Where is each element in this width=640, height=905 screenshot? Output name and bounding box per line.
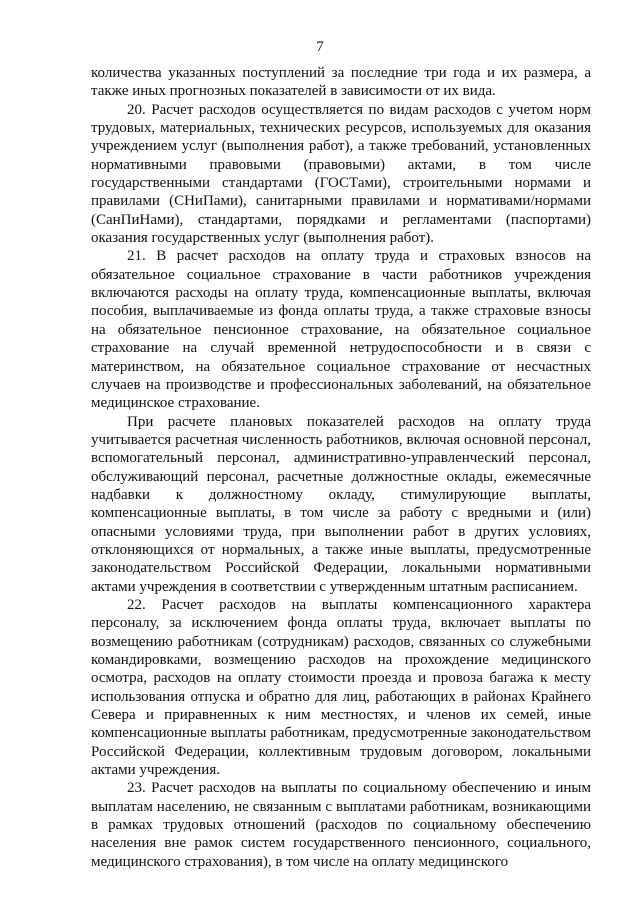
paragraph-23: 23. Расчет расходов на выплаты по социальному обеспечению и иным выплатам населению, не связанным с выплатами работникам, возникающими в рамках трудовых отношений (расходов по социальному обеспечению населения вне рамок систем государственного пенсионного, социального, медицинского страхования), в том числе на оплату медицинского [91, 780, 591, 870]
document-body [91, 64, 591, 871]
page-number: 7 [316, 39, 324, 55]
paragraph-21-payroll-planning: При расчете плановых показателей расходов на оплату труда учитывается расчетная численность работников, включая основной персонал, вспомогательный персонал, административно-управленческий персонал, обслуживающий персонал, расчетные должностные оклады, ежемесячные надбавки к должностному окладу, стимулирующие выплаты, компенсационные выплаты, в том числе за работу с вредными и (или) опасными условиями труда, при выполнении работ в других условиях, отклоняющихся от нормальных, а также иные выплаты, предусмотренные законодательством Российской Федерации, локальными нормативными актами учреждения в соответствии с утвержденным штатным расписанием. [91, 413, 591, 595]
paragraph-20: 20. Расчет расходов осуществляется по видам расходов с учетом норм трудовых, материальных, технических ресурсов, используемых для оказания учреждением услуг (выполнения работ), а также требований, установленных нормативными правовыми (правовыми) актами, в том числе государственными стандартами (ГОСТами), строительными нормами и правилами (СНиПами), санитарными правилами и нормативами/нормами (СанПиНами), стандартами, порядками и регламентами (паспортами) оказания государственных услуг (выполнения работ). [91, 101, 591, 247]
paragraph-continuation: количества указанных поступлений за последние три года и их размера, а также иных прогнозных показателей в зависимости от их вида. [91, 65, 591, 100]
paragraph-21: 21. В расчет расходов на оплату труда и страховых взносов на обязательное социальное страхование в части работников учреждения включаются расходы на оплату труда, компенсационные выплаты, включая пособия, выплачиваемые из фонда оплаты труда, а также страховые взносы на обязательное пенсионное страхование, на обязательное социальное страхование на случай временной нетрудоспособности и в связи с материнством, на обязательное социальное страхование от несчастных случаев на производстве и профессиональных заболеваний, на обязательное медицинское страхование. [91, 248, 591, 412]
paragraph-22: 22. Расчет расходов на выплаты компенсационного характера персоналу, за исключением фонда оплаты труда, включает выплаты по возмещению работникам (сотрудникам) расходов, связанных со служебными командировками, возмещению расходов на прохождение медицинского осмотра, расходов на оплату стоимости проезда и провоза багажа к месту использования отпуска и обратно для лиц, работающих в районах Крайнего Севера и приравненных к ним местностях, и членов их семей, иные компенсационные выплаты работникам, предусмотренные законодательством Российской Федерации, коллективным трудовым договором, локальными актами учреждения. [91, 596, 591, 779]
